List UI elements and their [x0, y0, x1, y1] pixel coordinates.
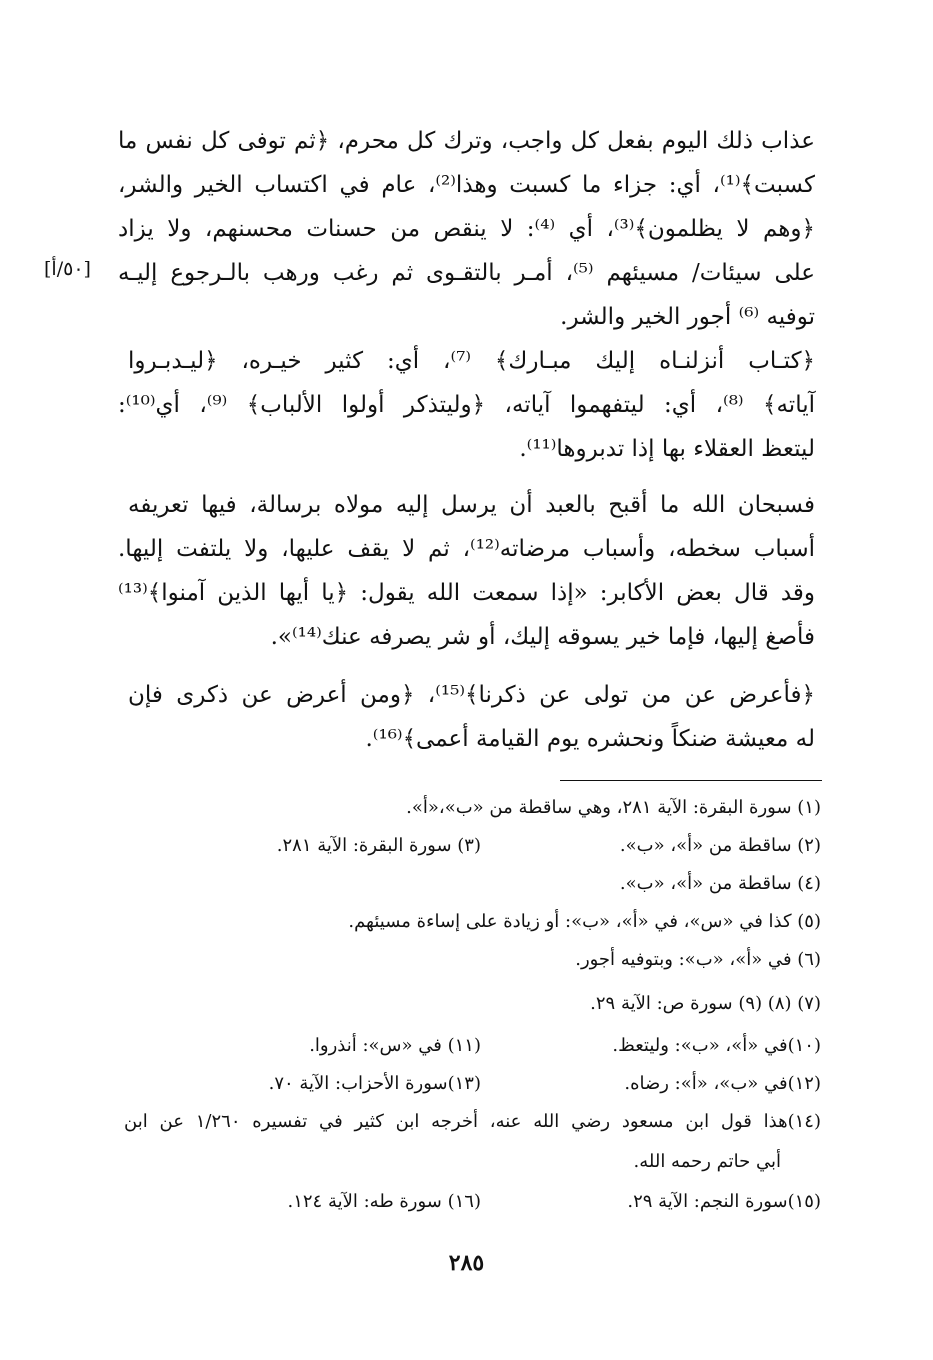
manuscript-folio-marker: [٥٠/أ] — [44, 258, 91, 280]
footnote: (١٦) سورة طه: الآية ١٢٤. — [287, 1191, 481, 1212]
footnote: (٤) ساقطة من «أ»، «ب». — [619, 873, 821, 894]
footnote: (١٤)هذا قول ابن مسعود رضي الله عنه، أخرجه ابن كثير في تفسيره ١/٢٦٠ عن ابن — [124, 1111, 821, 1132]
body-line: آياته﴾ ⁽⁸⁾، أي: ليتفهموا آياته، ﴿وليتذكر أولوا الألباب﴾ ⁽⁹⁾، أي⁽¹⁰⁾: — [118, 392, 816, 418]
footnote: (١٣)سورة الأحزاب: الآية ٧٠. — [268, 1073, 481, 1094]
body-line: أسباب سخطه، وأسباب مرضاته⁽¹²⁾، ثم لا يقف عليها، ولا يلتفت إليها. — [118, 536, 816, 562]
body-line: كسبت﴾⁽¹⁾، أي: جزاء ما كسبت وهذا⁽²⁾، عام في اكتساب الخير والشر، — [118, 172, 815, 198]
footnote-divider — [560, 780, 822, 781]
footnote: (١٢)في «ب»، «أ»: رضاه. — [624, 1073, 821, 1094]
body-line: فسبحان الله ما أقبح بالعبد أن يرسل إليه مولاه برسالة، فيها تعريفه — [128, 492, 815, 518]
footnote: (٥) كذا في «س»، في «أ»، «ب»: أو زيادة على إساءة مسيئهم. — [348, 911, 821, 932]
body-line: له معيشة ضنكاً ونحشره يوم القيامة أعمى﴾⁽¹⁶⁾. — [365, 726, 815, 752]
body-line: ﴿فأعرض عن من تولى عن ذكرنا﴾⁽¹⁵⁾، ﴿ومن أعرض عن ذكرى فإن — [128, 682, 815, 708]
body-line: ﴿وهم لا يظلمون﴾⁽³⁾، أي ⁽⁴⁾: لا ينقص من حسنات محسنهم، ولا يزاد — [118, 216, 815, 242]
footnote-continuation: أبي حاتم رحمه الله. — [633, 1151, 781, 1172]
body-line: عذاب ذلك اليوم بفعل كل واجب، وترك كل محرم، ﴿ثم توفى كل نفس ما — [118, 128, 815, 154]
body-line: على سيئات/ مسيئهم ⁽⁵⁾، أمـر بالتقـوى ثم رغب ورهب بالـرجوع إليـه — [118, 260, 815, 286]
body-line: ليتعظ العقلاء بها إذا تدبروها⁽¹¹⁾. — [519, 436, 815, 462]
footnote: (٦) في «أ»، «ب»: وبتوفيه أجور. — [575, 949, 821, 970]
body-line: وقد قال بعض الأكابر: «إذا سمعت الله يقول: ﴿يا أيها الذين آمنوا﴾⁽¹³⁾ — [118, 580, 815, 606]
footnote: (٧) (٨) (٩) سورة ص: الآية ٢٩. — [590, 993, 821, 1014]
body-line: ﴿كتـاب أنزلنـاه إليك مبـارك﴾ ⁽⁷⁾، أي: كثير خيـره، ﴿ليـدبـروا — [128, 348, 815, 374]
body-line: فأصغ إليها، فإما خير يسوقه إليك، أو شر يصرفه عنك⁽¹⁴⁾». — [270, 624, 815, 650]
footnote: (١٥)سورة النجم: الآية ٢٩. — [627, 1191, 821, 1212]
footnote: (٣) سورة البقرة: الآية ٢٨١. — [276, 835, 481, 856]
body-line: توفيه ⁽⁶⁾ أجور الخير والشر. — [560, 304, 815, 330]
footnote: (١٠)في «أ»، «ب»: وليتعظ. — [612, 1035, 821, 1056]
footnote: (١١) في «س»: أنذروا. — [309, 1035, 481, 1056]
footnote: (٢) ساقطة من «أ»، «ب». — [619, 835, 821, 856]
footnote: (١) سورة البقرة: الآية ٢٨١، وهي ساقطة من «ب»،«أ». — [406, 797, 821, 818]
page-number: ٢٨٥ — [448, 1250, 485, 1276]
